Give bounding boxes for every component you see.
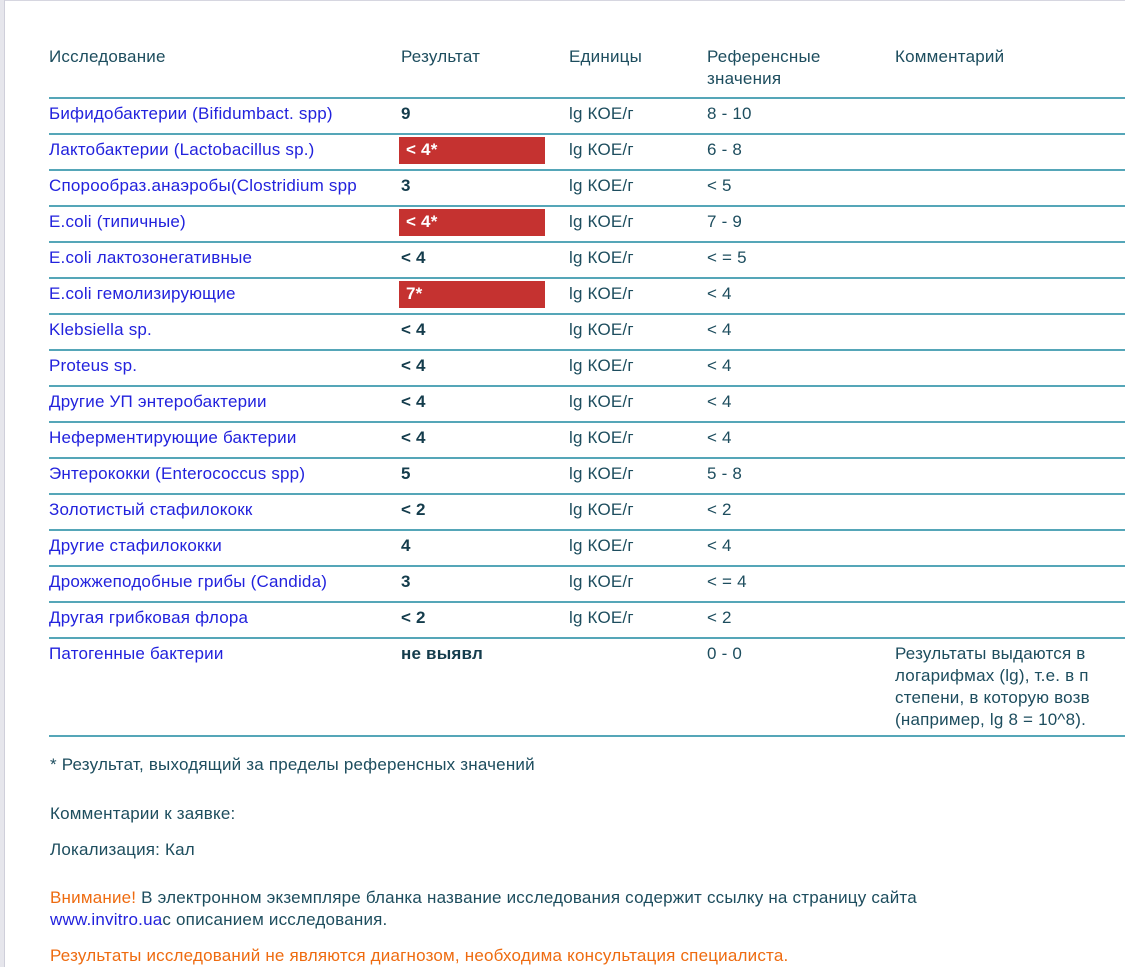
- units-value: lg КОЕ/г: [569, 206, 707, 242]
- table-row: [49, 350, 1125, 386]
- study-name-link[interactable]: Энтерококки (Enterococcus spp): [49, 464, 306, 483]
- reference-value: < 4: [707, 422, 895, 458]
- comment-cell: [895, 278, 1125, 314]
- table-row: [49, 566, 1125, 602]
- units-value: lg КОЕ/г: [569, 458, 707, 494]
- units-value: lg КОЕ/г: [569, 134, 707, 170]
- comment-cell: [895, 170, 1125, 206]
- units-value: [569, 638, 707, 736]
- result-value: < 4: [401, 248, 426, 267]
- comment-cell: [895, 242, 1125, 278]
- notice-text-line1: В электронном экземпляре бланка название исследования содержит ссылку на страницу сайта: [136, 888, 917, 907]
- results-table: [49, 46, 1125, 737]
- comment-cell: [895, 494, 1125, 530]
- reference-value: 8 - 10: [707, 98, 895, 134]
- comment-cell: [895, 530, 1125, 566]
- units-value: lg КОЕ/г: [569, 494, 707, 530]
- reference-value: 7 - 9: [707, 206, 895, 242]
- units-value: lg КОЕ/г: [569, 242, 707, 278]
- study-name-link[interactable]: Патогенные бактерии: [49, 644, 224, 663]
- study-name-link[interactable]: E.coli лактозонегативные: [49, 248, 253, 267]
- units-value: lg КОЕ/г: [569, 566, 707, 602]
- reference-value: < 4: [707, 530, 895, 566]
- table-row: [49, 278, 1125, 314]
- table-row: [49, 422, 1125, 458]
- study-name-link[interactable]: E.coli гемолизирующие: [49, 284, 236, 303]
- study-name-link[interactable]: E.coli (типичные): [49, 212, 186, 231]
- viewport-top-edge: [0, 0, 1125, 1]
- table-row: [49, 494, 1125, 530]
- table-row: [49, 602, 1125, 638]
- column-header-comment: Комментарий: [895, 46, 1125, 98]
- table-row: [49, 98, 1125, 134]
- column-header-reference: Референсные значения: [707, 46, 895, 98]
- result-value: 5: [401, 464, 411, 483]
- reference-value: < 4: [707, 350, 895, 386]
- result-value: 3: [401, 176, 411, 195]
- study-name-link[interactable]: Дрожжеподобные грибы (Candida): [49, 572, 328, 591]
- table-row: [49, 530, 1125, 566]
- out-of-range-footnote: * Результат, выходящий за пределы референсных значений: [50, 755, 535, 774]
- study-name-link[interactable]: Proteus sp.: [49, 356, 138, 375]
- reference-value: < 2: [707, 602, 895, 638]
- comment-cell: Результаты выдаются в логарифмах (lg), т.е. в п степени, в которую возв (например, lg 8 = 10^8).: [895, 638, 1125, 736]
- request-comments-header: Комментарии к заявке:: [50, 804, 236, 823]
- result-value: < 2: [401, 500, 426, 519]
- study-name-link[interactable]: Другие стафилококки: [49, 536, 223, 555]
- result-value: < 4: [401, 320, 426, 339]
- comment-cell: [895, 314, 1125, 350]
- table-row: [49, 134, 1125, 170]
- reference-value: < 2: [707, 494, 895, 530]
- units-value: lg КОЕ/г: [569, 314, 707, 350]
- comment-cell: [895, 386, 1125, 422]
- attention-notice: [50, 887, 1125, 931]
- reference-value: < 4: [707, 278, 895, 314]
- study-name-link[interactable]: Другие УП энтеробактерии: [49, 392, 267, 411]
- comment-cell: [895, 206, 1125, 242]
- result-value: < 4*: [399, 209, 545, 236]
- study-name-link[interactable]: Бифидобактерии (Bifidumbact. spp): [49, 104, 333, 123]
- result-value: 9: [401, 104, 411, 123]
- result-value: 4: [401, 536, 411, 555]
- result-value: 3: [401, 572, 411, 591]
- study-name-link[interactable]: Другая грибковая флора: [49, 608, 249, 627]
- comment-cell: [895, 350, 1125, 386]
- units-value: lg КОЕ/г: [569, 278, 707, 314]
- reference-value: 0 - 0: [707, 638, 895, 736]
- table-row: [49, 638, 1125, 736]
- reference-value: < 4: [707, 386, 895, 422]
- notice-text-line2: с описанием исследования.: [162, 910, 388, 929]
- units-value: lg КОЕ/г: [569, 98, 707, 134]
- comment-cell: [895, 602, 1125, 638]
- result-value: 7*: [399, 281, 545, 308]
- table-row: [49, 458, 1125, 494]
- table-row: [49, 314, 1125, 350]
- table-row: [49, 386, 1125, 422]
- result-value: < 2: [401, 608, 426, 627]
- study-name-link[interactable]: Неферментирующие бактерии: [49, 428, 297, 447]
- result-value: не выявл: [401, 644, 483, 663]
- results-table-wrap: [49, 46, 1125, 737]
- localization-line: Локализация: Кал: [50, 840, 195, 859]
- study-name-link[interactable]: Лактобактерии (Lactobacillus sp.): [49, 140, 315, 159]
- comment-cell: [895, 458, 1125, 494]
- reference-value: < = 5: [707, 242, 895, 278]
- attention-label: Внимание!: [50, 888, 137, 907]
- table-row: [49, 206, 1125, 242]
- study-name-link[interactable]: Золотистый стафилококк: [49, 500, 253, 519]
- units-value: lg КОЕ/г: [569, 350, 707, 386]
- invitro-site-link[interactable]: www.invitro.ua: [50, 910, 163, 929]
- result-value: < 4: [401, 392, 426, 411]
- study-name-link[interactable]: Спорообраз.анаэробы(Clostridium spp: [49, 176, 357, 195]
- result-value: < 4: [401, 356, 426, 375]
- column-header-units: Единицы: [569, 46, 707, 98]
- result-value: < 4*: [399, 137, 545, 164]
- table-header-row: [49, 46, 1125, 98]
- disclaimer-line: Результаты исследований не являются диагнозом, необходима консультация специалиста.: [50, 946, 789, 965]
- comment-cell: [895, 134, 1125, 170]
- reference-value: 5 - 8: [707, 458, 895, 494]
- reference-value: < = 4: [707, 566, 895, 602]
- units-value: lg КОЕ/г: [569, 602, 707, 638]
- study-name-link[interactable]: Klebsiella sp.: [49, 320, 152, 339]
- reference-value: 6 - 8: [707, 134, 895, 170]
- units-value: lg КОЕ/г: [569, 170, 707, 206]
- column-header-result: Результат: [401, 46, 569, 98]
- table-row: [49, 242, 1125, 278]
- viewport-left-edge: [0, 0, 5, 967]
- column-header-study: Исследование: [49, 46, 401, 98]
- reference-value: < 5: [707, 170, 895, 206]
- units-value: lg КОЕ/г: [569, 422, 707, 458]
- table-row: [49, 170, 1125, 206]
- comment-cell: [895, 422, 1125, 458]
- units-value: lg КОЕ/г: [569, 386, 707, 422]
- units-value: lg КОЕ/г: [569, 530, 707, 566]
- result-value: < 4: [401, 428, 426, 447]
- comment-cell: [895, 98, 1125, 134]
- reference-value: < 4: [707, 314, 895, 350]
- comment-cell: [895, 566, 1125, 602]
